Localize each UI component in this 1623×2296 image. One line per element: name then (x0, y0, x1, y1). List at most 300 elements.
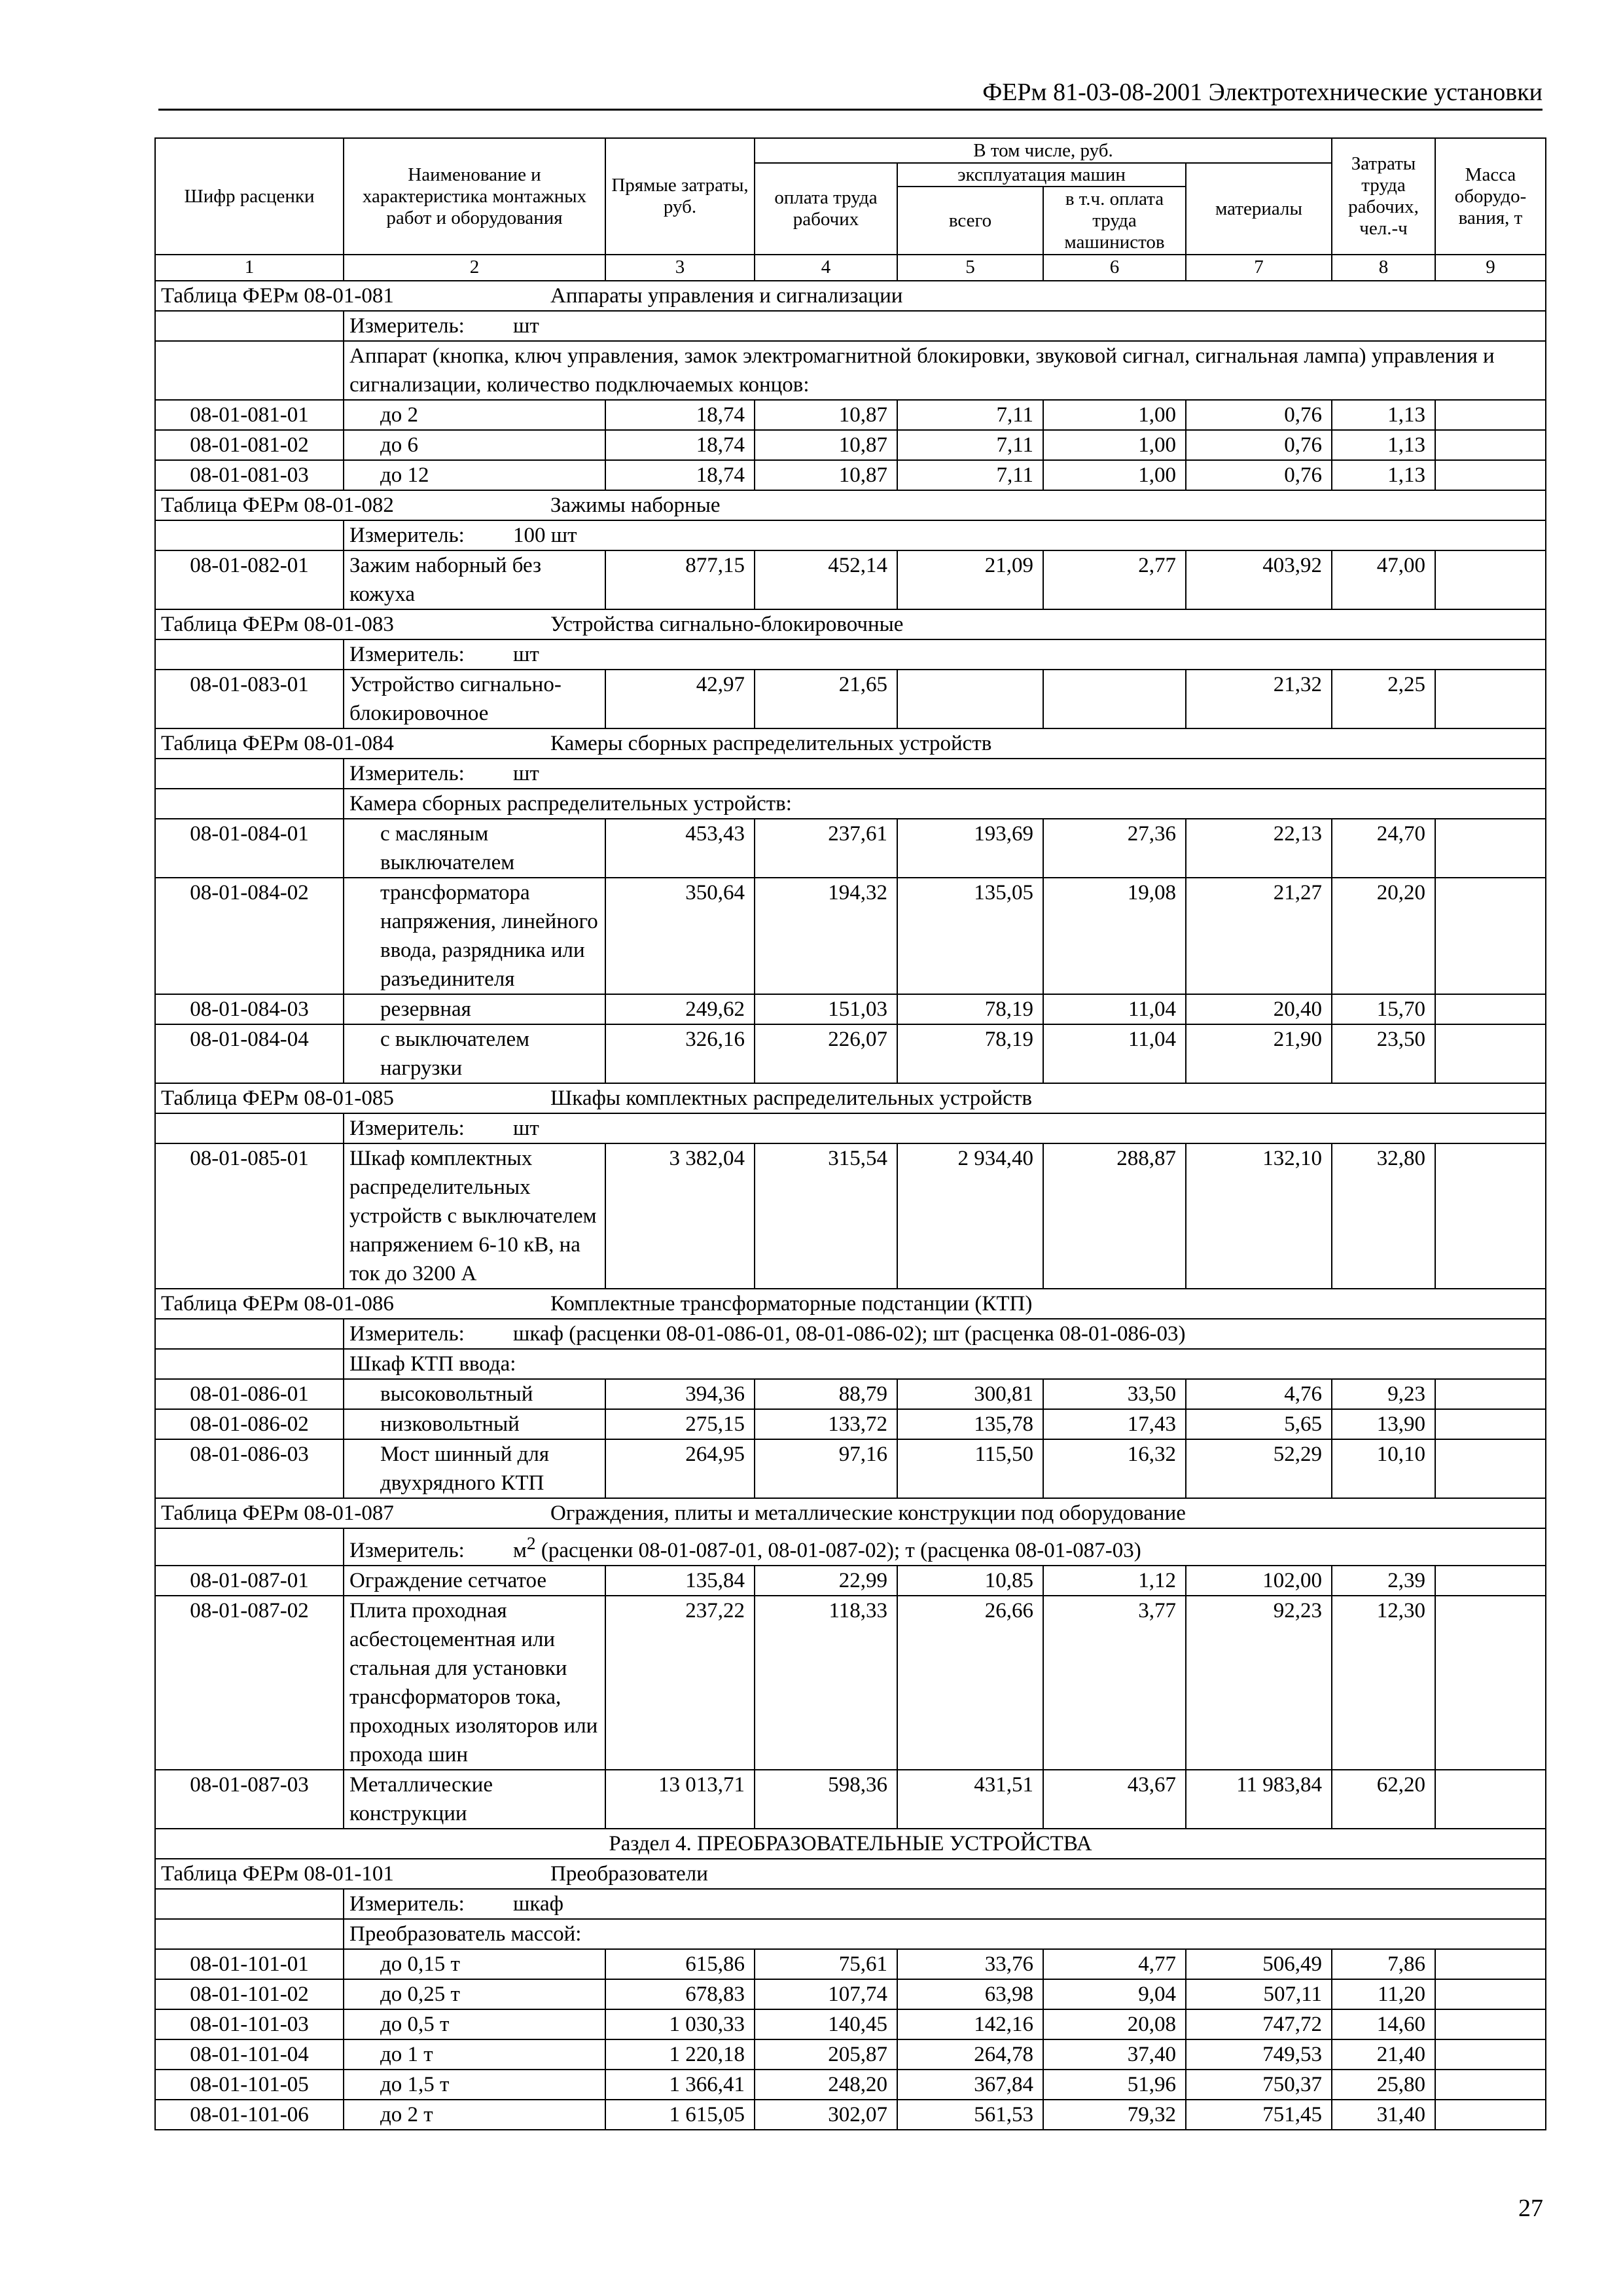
column-number: 9 (1435, 255, 1546, 281)
rate-mass (1435, 1143, 1546, 1289)
rate-workers: 31,40 (1332, 2100, 1435, 2130)
rate-labor: 226,07 (755, 1024, 897, 1083)
rate-direct: 1 366,41 (605, 2070, 755, 2100)
rate-direct: 264,95 (605, 1439, 755, 1498)
rate-code: 08-01-081-03 (155, 460, 344, 490)
table-name: Шкафы комплектных распределительных устройств (550, 1086, 1032, 1110)
rate-materials: 749,53 (1186, 2039, 1332, 2070)
table-title-row (155, 490, 1546, 520)
rate-workers: 47,00 (1332, 550, 1435, 609)
rate-mass (1435, 2070, 1546, 2100)
rate-code: 08-01-084-04 (155, 1024, 344, 1083)
rate-workers: 62,20 (1332, 1770, 1435, 1829)
table-label: Таблица ФЕРм 08-01-101 (161, 1862, 394, 1886)
rate-mass (1435, 1949, 1546, 1979)
rate-workers: 24,70 (1332, 819, 1435, 878)
rate-direct: 1 615,05 (605, 2100, 755, 2130)
rate-machinists: 37,40 (1043, 2039, 1186, 2070)
column-number: 7 (1186, 255, 1332, 281)
rate-materials: 21,27 (1186, 878, 1332, 994)
page-header: ФЕРм 81-03-08-2001 Электротехнические установки (158, 76, 1543, 111)
table-label: Таблица ФЕРм 08-01-084 (161, 732, 394, 755)
rate-materials: 92,23 (1186, 1596, 1332, 1770)
rate-name: Плита проходная асбестоцементная или стальная для установки трансформаторов тока, проходных изоляторов или прохода шин (344, 1596, 605, 1770)
rate-machines: 135,05 (897, 878, 1043, 994)
rate-workers: 2,25 (1332, 670, 1435, 728)
note-row (155, 341, 1546, 400)
measure-blank (155, 639, 344, 670)
column-number: 4 (755, 255, 897, 281)
header-code: Шифр расценки (155, 138, 344, 255)
header-materials: материалы (1186, 163, 1332, 255)
column-number: 5 (897, 255, 1043, 281)
measure-label: Измеритель: (349, 1892, 465, 1916)
rate-direct: 1 030,33 (605, 2009, 755, 2039)
note-blank (155, 789, 344, 819)
table-title-row (155, 728, 1546, 759)
rate-mass (1435, 1024, 1546, 1083)
rate-name: до 2 т (344, 2100, 605, 2130)
table-title (155, 1083, 1546, 1113)
rate-code: 08-01-101-06 (155, 2100, 344, 2130)
rate-labor: 237,61 (755, 819, 897, 878)
measure-value: шкаф (513, 1892, 563, 1916)
rate-machines: 26,66 (897, 1596, 1043, 1770)
rate-code: 08-01-087-01 (155, 1566, 344, 1596)
rate-machinists: 79,32 (1043, 2100, 1186, 2130)
measure-cell (344, 1528, 1546, 1566)
note-row (155, 789, 1546, 819)
rate-name: до 0,25 т (344, 1979, 605, 2009)
rate-name: до 0,15 т (344, 1949, 605, 1979)
header-mass: Масса оборудо-вания, т (1435, 138, 1546, 255)
measure-cell (344, 1319, 1546, 1349)
measure-cell (344, 311, 1546, 341)
rate-machines: 135,78 (897, 1409, 1043, 1439)
rate-machinists: 1,00 (1043, 460, 1186, 490)
rate-name: низковольтный (344, 1409, 605, 1439)
rate-code: 08-01-086-02 (155, 1409, 344, 1439)
table-row (155, 2009, 1546, 2039)
rate-machines: 142,16 (897, 2009, 1043, 2039)
table-label: Таблица ФЕРм 08-01-081 (161, 284, 394, 308)
rate-mass (1435, 878, 1546, 994)
measure-row (155, 1113, 1546, 1143)
header-machine-group: эксплуатация машин (897, 163, 1186, 187)
measure-blank (155, 1319, 344, 1349)
measure-row (155, 311, 1546, 341)
table-title (155, 728, 1546, 759)
header-direct: Прямые затраты, руб. (605, 138, 755, 255)
rate-machines (897, 670, 1043, 728)
rate-name: Шкаф комплектных распределительных устройств с выключателем напряжением 6-10 кВ, на ток до 3200 А (344, 1143, 605, 1289)
measure-row (155, 1319, 1546, 1349)
rate-name: с масляным выключателем (344, 819, 605, 878)
rate-name: Мост шинный для двухрядного КТП (344, 1439, 605, 1498)
measure-unit: м (513, 1539, 527, 1562)
measure-cell (344, 639, 1546, 670)
rate-code: 08-01-084-03 (155, 994, 344, 1024)
section-title: Раздел 4. ПРЕОБРАЗОВАТЕЛЬНЫЕ УСТРОЙСТВА (155, 1829, 1546, 1859)
rate-workers: 20,20 (1332, 878, 1435, 994)
rate-labor: 107,74 (755, 1979, 897, 2009)
rate-workers: 1,13 (1332, 430, 1435, 460)
rate-machines: 367,84 (897, 2070, 1043, 2100)
column-number: 6 (1043, 255, 1186, 281)
rate-mass (1435, 400, 1546, 430)
rate-machines: 7,11 (897, 400, 1043, 430)
rate-machines: 300,81 (897, 1379, 1043, 1409)
table-title-row (155, 609, 1546, 639)
rate-workers: 1,13 (1332, 400, 1435, 430)
rate-direct: 18,74 (605, 460, 755, 490)
rate-direct: 1 220,18 (605, 2039, 755, 2070)
rate-name: до 1,5 т (344, 2070, 605, 2100)
rate-code: 08-01-081-02 (155, 430, 344, 460)
rate-mass (1435, 430, 1546, 460)
table-row (155, 1979, 1546, 2009)
table-note: Шкаф КТП ввода: (344, 1349, 1546, 1379)
rate-code: 08-01-084-01 (155, 819, 344, 878)
table-row (155, 819, 1546, 878)
rate-machines: 7,11 (897, 460, 1043, 490)
rate-materials: 0,76 (1186, 460, 1332, 490)
rate-materials: 747,72 (1186, 2009, 1332, 2039)
table-name: Зажимы наборные (550, 493, 721, 517)
rate-materials: 21,90 (1186, 1024, 1332, 1083)
rate-materials: 750,37 (1186, 2070, 1332, 2100)
rate-machinists (1043, 670, 1186, 728)
measure-blank (155, 520, 344, 550)
rate-machines: 63,98 (897, 1979, 1043, 2009)
rate-machinists: 9,04 (1043, 1979, 1186, 2009)
rate-labor: 248,20 (755, 2070, 897, 2100)
measure-cell (344, 1113, 1546, 1143)
rate-workers: 23,50 (1332, 1024, 1435, 1083)
measure-blank (155, 759, 344, 789)
note-blank (155, 1919, 344, 1949)
table-note: Аппарат (кнопка, ключ управления, замок электромагнитной блокировки, звуковой сигнал, сигнальная лампа) управления и сигнализации, количество подключаемых концов: (344, 341, 1546, 400)
table-row (155, 1379, 1546, 1409)
rate-mass (1435, 1596, 1546, 1770)
table-name: Преобразователи (550, 1862, 708, 1886)
measure-label: Измеритель: (349, 314, 465, 338)
column-number: 2 (344, 255, 605, 281)
rate-direct: 877,15 (605, 550, 755, 609)
page-number: 27 (1518, 2195, 1543, 2222)
table-body (155, 281, 1546, 2130)
rate-workers: 12,30 (1332, 1596, 1435, 1770)
rate-mass (1435, 1409, 1546, 1439)
rate-machinists: 17,43 (1043, 1409, 1186, 1439)
rate-workers: 11,20 (1332, 1979, 1435, 2009)
measure-row (155, 759, 1546, 789)
table-name: Устройства сигнально-блокировочные (550, 613, 904, 636)
rate-direct: 18,74 (605, 430, 755, 460)
rate-materials: 20,40 (1186, 994, 1332, 1024)
table-row (155, 1596, 1546, 1770)
rate-machines: 264,78 (897, 2039, 1043, 2070)
table-title (155, 490, 1546, 520)
rate-machinists: 20,08 (1043, 2009, 1186, 2039)
rate-direct: 18,74 (605, 400, 755, 430)
measure-value: (расценки 08-01-087-01, 08-01-087-02); т (расценка 08-01-087-03) (535, 1539, 1141, 1562)
rate-machinists: 1,00 (1043, 430, 1186, 460)
rate-materials: 102,00 (1186, 1566, 1332, 1596)
rate-machinists: 4,77 (1043, 1949, 1186, 1979)
rate-mass (1435, 2039, 1546, 2070)
rate-direct: 615,86 (605, 1949, 755, 1979)
measure-sup: 2 (526, 1533, 536, 1553)
table-label: Таблица ФЕРм 08-01-082 (161, 493, 394, 517)
rate-workers: 15,70 (1332, 994, 1435, 1024)
rate-machinists: 2,77 (1043, 550, 1186, 609)
rate-direct: 135,84 (605, 1566, 755, 1596)
measure-label: Измеритель: (349, 524, 465, 547)
rate-machines: 193,69 (897, 819, 1043, 878)
measure-blank (155, 1889, 344, 1919)
column-number: 1 (155, 255, 344, 281)
note-row (155, 1349, 1546, 1379)
rate-name: до 2 (344, 400, 605, 430)
header-machine-total: всего (897, 187, 1043, 255)
rate-labor: 133,72 (755, 1409, 897, 1439)
rate-workers: 2,39 (1332, 1566, 1435, 1596)
section-row (155, 1829, 1546, 1859)
table-title (155, 281, 1546, 311)
measure-value: шт (513, 643, 539, 666)
rate-name: Металлические конструкции (344, 1770, 605, 1829)
rate-code: 08-01-082-01 (155, 550, 344, 609)
rate-materials: 11 983,84 (1186, 1770, 1332, 1829)
measure-cell (344, 520, 1546, 550)
rate-labor: 118,33 (755, 1596, 897, 1770)
rate-name: до 6 (344, 430, 605, 460)
rate-name: Устройство сигнально-блокировочное (344, 670, 605, 728)
measure-label: Измеритель: (349, 1539, 465, 1562)
rate-machinists: 33,50 (1043, 1379, 1186, 1409)
rate-direct: 249,62 (605, 994, 755, 1024)
rate-materials: 21,32 (1186, 670, 1332, 728)
table-note: Камера сборных распределительных устройств: (344, 789, 1546, 819)
rate-machinists: 43,67 (1043, 1770, 1186, 1829)
rate-labor: 21,65 (755, 670, 897, 728)
rate-materials: 22,13 (1186, 819, 1332, 878)
rate-materials: 403,92 (1186, 550, 1332, 609)
measure-label: Измеритель: (349, 1117, 465, 1140)
table-row (155, 550, 1546, 609)
rate-code: 08-01-101-02 (155, 1979, 344, 2009)
rate-labor: 88,79 (755, 1379, 897, 1409)
rate-machinists: 11,04 (1043, 994, 1186, 1024)
table-row (155, 1770, 1546, 1829)
measure-cell (344, 759, 1546, 789)
rate-machinists: 3,77 (1043, 1596, 1186, 1770)
rates-table (154, 137, 1546, 2130)
rate-mass (1435, 1379, 1546, 1409)
rate-materials: 132,10 (1186, 1143, 1332, 1289)
rate-mass (1435, 1566, 1546, 1596)
table-row (155, 1143, 1546, 1289)
rate-materials: 4,76 (1186, 1379, 1332, 1409)
rate-code: 08-01-085-01 (155, 1143, 344, 1289)
rate-labor: 10,87 (755, 400, 897, 430)
header-incl-group: В том числе, руб. (755, 138, 1332, 163)
table-row (155, 1409, 1546, 1439)
column-numbers-row (155, 255, 1546, 281)
table-title-row (155, 1083, 1546, 1113)
measure-blank (155, 1113, 344, 1143)
rate-code: 08-01-101-03 (155, 2009, 344, 2039)
rate-materials: 506,49 (1186, 1949, 1332, 1979)
measure-blank (155, 1528, 344, 1566)
rate-code: 08-01-081-01 (155, 400, 344, 430)
rate-workers: 13,90 (1332, 1409, 1435, 1439)
table-name: Ограждения, плиты и металлические конструкции под оборудование (550, 1501, 1186, 1525)
rate-workers: 25,80 (1332, 2070, 1435, 2100)
rate-labor: 22,99 (755, 1566, 897, 1596)
rate-machines: 33,76 (897, 1949, 1043, 1979)
column-number: 3 (605, 255, 755, 281)
rate-code: 08-01-101-04 (155, 2039, 344, 2070)
rate-labor: 10,87 (755, 460, 897, 490)
measure-label: Измеритель: (349, 762, 465, 785)
table-title (155, 1289, 1546, 1319)
measure-cell (344, 1889, 1546, 1919)
rate-name: до 0,5 т (344, 2009, 605, 2039)
table-label: Таблица ФЕРм 08-01-085 (161, 1086, 394, 1110)
rate-labor: 10,87 (755, 430, 897, 460)
rate-materials: 5,65 (1186, 1409, 1332, 1439)
measure-value: шт (513, 314, 539, 338)
rate-machines: 21,09 (897, 550, 1043, 609)
rate-machines: 7,11 (897, 430, 1043, 460)
rate-machines: 78,19 (897, 1024, 1043, 1083)
table-title-row (155, 1289, 1546, 1319)
rate-mass (1435, 2009, 1546, 2039)
header-name: Наименование и характеристика монтажных работ и оборудования (344, 138, 605, 255)
rate-machinists: 1,00 (1043, 400, 1186, 430)
rate-code: 08-01-087-02 (155, 1596, 344, 1770)
rate-name: до 12 (344, 460, 605, 490)
table-title-row (155, 1859, 1546, 1889)
rate-name: Зажим наборный без кожуха (344, 550, 605, 609)
rate-labor: 302,07 (755, 2100, 897, 2130)
header-workers: Затраты труда рабочих, чел.-ч (1332, 138, 1435, 255)
rate-machines: 115,50 (897, 1439, 1043, 1498)
rate-workers: 32,80 (1332, 1143, 1435, 1289)
rate-machinists: 51,96 (1043, 2070, 1186, 2100)
rate-machinists: 1,12 (1043, 1566, 1186, 1596)
rate-direct: 326,16 (605, 1024, 755, 1083)
rate-materials: 52,29 (1186, 1439, 1332, 1498)
rate-mass (1435, 2100, 1546, 2130)
rate-direct: 13 013,71 (605, 1770, 755, 1829)
rate-workers: 7,86 (1332, 1949, 1435, 1979)
rate-workers: 10,10 (1332, 1439, 1435, 1498)
rate-direct: 275,15 (605, 1409, 755, 1439)
rate-machines: 2 934,40 (897, 1143, 1043, 1289)
table-row (155, 878, 1546, 994)
rate-mass (1435, 1439, 1546, 1498)
table-row (155, 400, 1546, 430)
rate-direct: 350,64 (605, 878, 755, 994)
rate-code: 08-01-084-02 (155, 878, 344, 994)
rate-code: 08-01-083-01 (155, 670, 344, 728)
rate-workers: 9,23 (1332, 1379, 1435, 1409)
rate-direct: 42,97 (605, 670, 755, 728)
rate-direct: 453,43 (605, 819, 755, 878)
table-row (155, 2039, 1546, 2070)
note-blank (155, 341, 344, 400)
measure-value: шт (513, 762, 539, 785)
table-title (155, 609, 1546, 639)
measure-row (155, 639, 1546, 670)
rate-code: 08-01-086-03 (155, 1439, 344, 1498)
table-label: Таблица ФЕРм 08-01-086 (161, 1292, 394, 1316)
rate-labor: 194,32 (755, 878, 897, 994)
header-labor: оплата труда рабочих (755, 163, 897, 255)
rate-code: 08-01-087-03 (155, 1770, 344, 1829)
table-note: Преобразователь массой: (344, 1919, 1546, 1949)
rate-machines: 561,53 (897, 2100, 1043, 2130)
rate-labor: 598,36 (755, 1770, 897, 1829)
rate-direct: 678,83 (605, 1979, 755, 2009)
rate-name: до 1 т (344, 2039, 605, 2070)
rate-mass (1435, 670, 1546, 728)
note-row (155, 1919, 1546, 1949)
table-row (155, 460, 1546, 490)
rate-labor: 75,61 (755, 1949, 897, 1979)
rate-machines: 78,19 (897, 994, 1043, 1024)
rate-materials: 0,76 (1186, 430, 1332, 460)
measure-blank (155, 311, 344, 341)
table-row (155, 430, 1546, 460)
rate-materials: 0,76 (1186, 400, 1332, 430)
rate-name: с выключателем нагрузки (344, 1024, 605, 1083)
table-name: Камеры сборных распределительных устройств (550, 732, 992, 755)
rate-labor: 452,14 (755, 550, 897, 609)
rate-mass (1435, 1770, 1546, 1829)
rate-workers: 21,40 (1332, 2039, 1435, 2070)
rate-direct: 3 382,04 (605, 1143, 755, 1289)
measure-label: Измеритель: (349, 1322, 465, 1346)
rate-machinists: 16,32 (1043, 1439, 1186, 1498)
table-row (155, 670, 1546, 728)
rate-labor: 97,16 (755, 1439, 897, 1498)
rate-labor: 205,87 (755, 2039, 897, 2070)
table-name: Комплектные трансформаторные подстанции (КТП) (550, 1292, 1033, 1316)
rate-mass (1435, 1979, 1546, 2009)
rate-workers: 14,60 (1332, 2009, 1435, 2039)
measure-row (155, 1528, 1546, 1566)
rate-machinists: 288,87 (1043, 1143, 1186, 1289)
rate-machines: 431,51 (897, 1770, 1043, 1829)
measure-row (155, 520, 1546, 550)
table-label: Таблица ФЕРм 08-01-083 (161, 613, 394, 636)
rate-machines: 10,85 (897, 1566, 1043, 1596)
table-title-row (155, 281, 1546, 311)
table-title (155, 1498, 1546, 1528)
table-row (155, 994, 1546, 1024)
table-label: Таблица ФЕРм 08-01-087 (161, 1501, 394, 1525)
rate-labor: 151,03 (755, 994, 897, 1024)
header-machine-labor: в т.ч. оплата труда машинистов (1043, 187, 1186, 255)
column-number: 8 (1332, 255, 1435, 281)
rate-code: 08-01-101-05 (155, 2070, 344, 2100)
rate-mass (1435, 460, 1546, 490)
table-title-row (155, 1498, 1546, 1528)
